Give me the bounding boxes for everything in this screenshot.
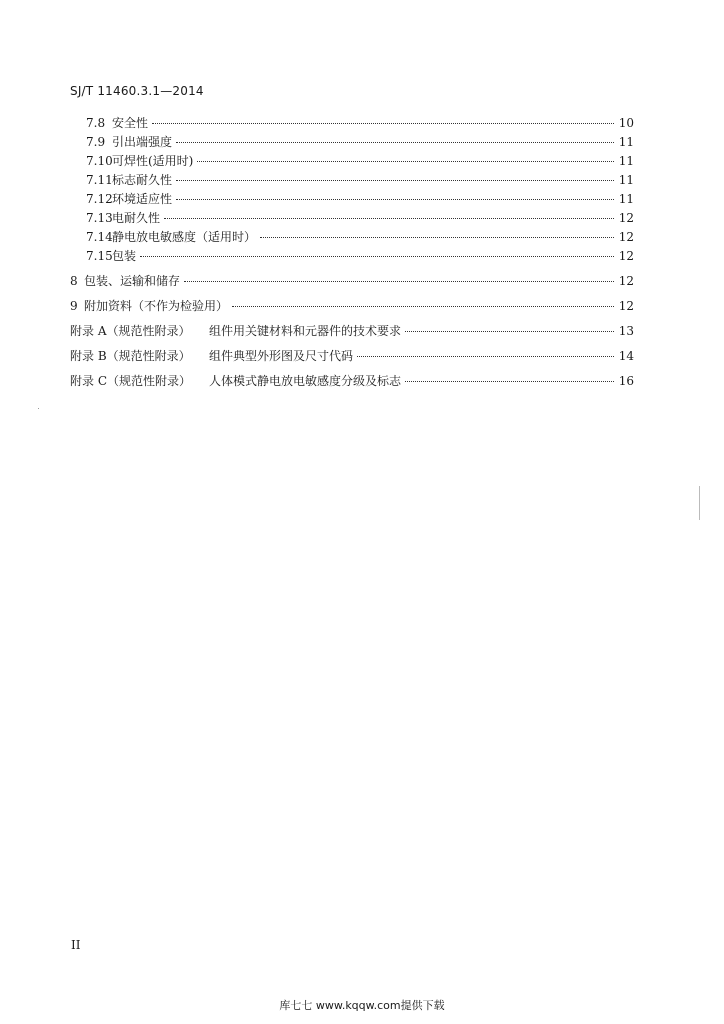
toc-entry-title: 可焊性(适用时) — [112, 154, 194, 168]
dot-leader — [232, 306, 614, 307]
toc-entry-appendix-b[interactable] — [70, 347, 634, 366]
toc-entry-title: 人体模式静电放电敏感度分级及标志 — [209, 374, 402, 388]
toc-entry-page: 11 — [618, 154, 634, 168]
toc-entry-appendix-c[interactable] — [70, 372, 634, 391]
standard-code-header: SJ/T 11460.3.1—2014 — [70, 84, 204, 98]
toc-entry-page: 11 — [618, 135, 634, 149]
toc-entry-number: 7.11 — [86, 173, 113, 187]
toc-entry-9[interactable] — [70, 297, 634, 316]
toc-entry-number: 9 — [70, 299, 78, 313]
page-number: II — [71, 938, 81, 952]
toc-entry-title: 组件典型外形图及尺寸代码 — [209, 349, 354, 363]
toc-entry-title: 标志耐久性 — [112, 173, 173, 187]
toc-entry-number: 7.9 — [86, 135, 106, 149]
toc-entry-page: 12 — [618, 299, 634, 313]
toc-entry-7-14[interactable] — [70, 228, 634, 247]
dot-leader — [140, 256, 614, 257]
toc-entry-7-9[interactable] — [70, 133, 634, 152]
toc-entry-title: 附加资料（不作为检验用） — [84, 299, 229, 313]
toc-entry-page: 16 — [618, 374, 634, 388]
toc-entry-title: 环境适应性 — [112, 192, 173, 206]
toc-entry-7-12[interactable] — [70, 190, 634, 209]
toc-entry-number: 8 — [70, 274, 78, 288]
dot-leader — [152, 123, 614, 124]
toc-entry-title: 组件用关键材料和元器件的技术要求 — [209, 324, 402, 338]
dot-leader — [184, 281, 614, 282]
toc-entry-number: 附录 C（规范性附录） — [70, 374, 191, 388]
toc-entry-8[interactable] — [70, 272, 634, 291]
table-of-contents — [70, 114, 634, 391]
toc-entry-number: 7.12 — [86, 192, 113, 206]
toc-entry-title: 安全性 — [112, 116, 149, 130]
toc-entry-7-15[interactable] — [70, 247, 634, 266]
toc-entry-title: 包装 — [112, 249, 137, 263]
toc-entry-page: 14 — [618, 349, 634, 363]
toc-entry-number: 附录 B（规范性附录） — [70, 349, 191, 363]
download-source-footer: 库七七 www.kqqw.com提供下载 — [279, 999, 445, 1012]
toc-entry-page: 12 — [618, 274, 634, 288]
dot-leader — [164, 218, 614, 219]
toc-entry-number: 7.8 — [86, 116, 106, 130]
dot-leader — [176, 180, 614, 181]
toc-entry-7-8[interactable] — [70, 114, 634, 133]
toc-entry-page: 11 — [618, 192, 634, 206]
toc-entry-appendix-a[interactable] — [70, 322, 634, 341]
dot-leader — [357, 356, 614, 357]
toc-entry-page: 10 — [618, 116, 634, 130]
dot-leader — [176, 199, 614, 200]
toc-entry-page: 11 — [618, 173, 634, 187]
toc-entry-7-10[interactable] — [70, 152, 634, 171]
toc-entry-7-11[interactable] — [70, 171, 634, 190]
dot-leader — [197, 161, 614, 162]
scan-speck — [38, 408, 39, 409]
toc-entry-page: 12 — [618, 230, 634, 244]
toc-entry-number: 7.15 — [86, 249, 113, 263]
dot-leader — [260, 237, 614, 238]
toc-entry-7-13[interactable] — [70, 209, 634, 228]
toc-entry-title: 静电放电敏感度（适用时） — [112, 230, 257, 244]
toc-entry-title: 包装、运输和储存 — [84, 274, 181, 288]
toc-entry-title: 电耐久性 — [112, 211, 161, 225]
toc-entry-number: 7.14 — [86, 230, 113, 244]
dot-leader — [405, 331, 614, 332]
toc-entry-number: 7.10 — [86, 154, 113, 168]
scan-edge-mark — [699, 486, 700, 520]
dot-leader — [176, 142, 614, 143]
toc-entry-page: 13 — [618, 324, 634, 338]
toc-entry-page: 12 — [618, 211, 634, 225]
toc-entry-number: 7.13 — [86, 211, 113, 225]
dot-leader — [405, 381, 614, 382]
toc-entry-page: 12 — [618, 249, 634, 263]
toc-entry-title: 引出端强度 — [112, 135, 173, 149]
toc-entry-number: 附录 A（规范性附录） — [70, 324, 191, 338]
